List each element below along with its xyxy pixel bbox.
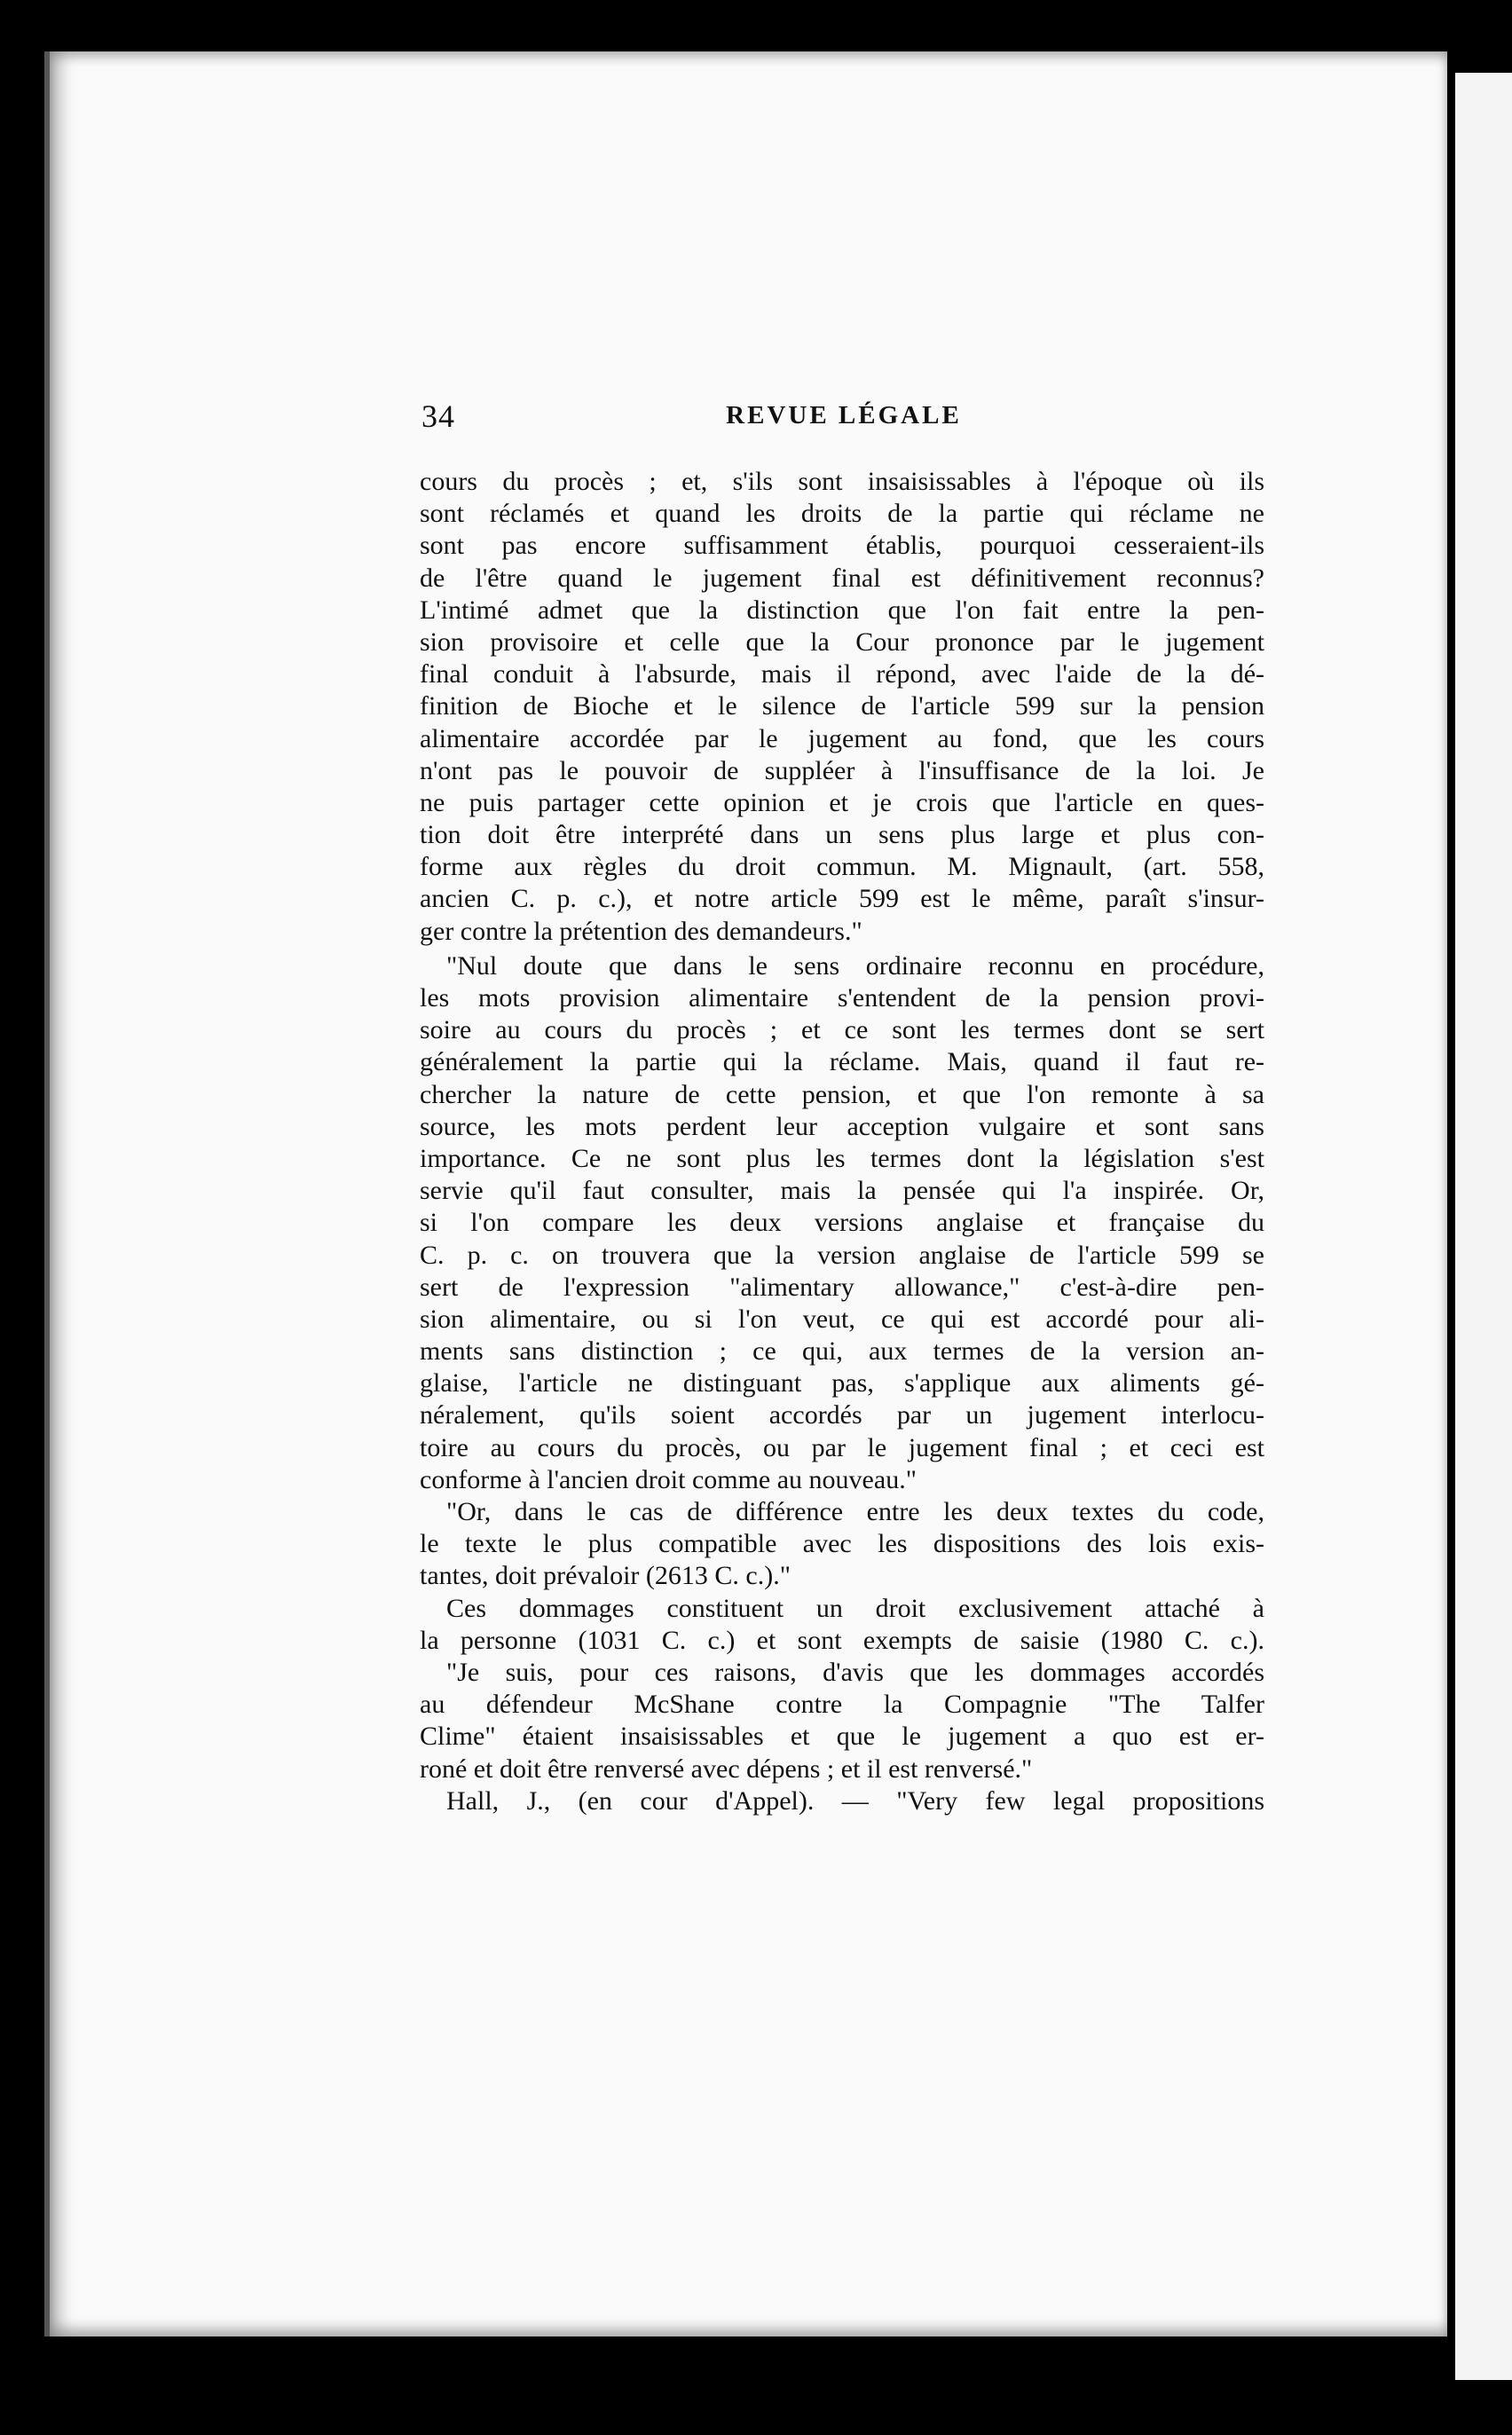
text-line: source, les mots perdent leur acception vulgaire et sont sans xyxy=(420,1111,1264,1141)
text-line: ger contre la prétention des demandeurs." xyxy=(420,916,862,946)
text-line: la personne (1031 C. c.) et sont exempts de saisie (1980 C. c.). xyxy=(420,1625,1264,1655)
text-line: ments sans distinction ; ce qui, aux termes de la version an- xyxy=(420,1336,1264,1367)
text-line: chercher la nature de cette pension, et que l'on remonte à sa xyxy=(420,1079,1264,1109)
body-text xyxy=(420,466,1264,1974)
text-line: "Or, dans le cas de différence entre les deux textes du code, xyxy=(446,1497,1264,1526)
text-line: final conduit à l'absurde, mais il répond, avec l'aide de la dé- xyxy=(420,659,1264,690)
text-line: C. p. c. on trouvera que la version anglaise de l'article 599 se xyxy=(420,1240,1264,1270)
text-line: ancien C. p. c.), et notre article 599 est le même, paraît s'insur- xyxy=(420,884,1264,914)
text-line: tantes, doit prévaloir (2613 C. c.)." xyxy=(420,1561,791,1591)
page-number: 34 xyxy=(421,398,455,434)
text-line: importance. Ce ne sont plus les termes dont la législation s'est xyxy=(420,1143,1264,1173)
text-line: tion doit être interprété dans un sens plus large et plus con- xyxy=(420,820,1264,850)
text-line: sion provisoire et celle que la Cour prononce par le jugement xyxy=(420,626,1264,657)
text-line: sont réclamés et quand les droits de la partie qui réclame ne xyxy=(420,499,1264,529)
text-line: finition de Bioche et le silence de l'article 599 sur la pension xyxy=(420,691,1264,721)
text-line: au défendeur McShane contre la Compagnie "The Talfer xyxy=(420,1690,1264,1720)
text-line: sert de l'expression "alimentary allowance," c'est-à-dire pen- xyxy=(420,1272,1264,1302)
text-line: roné et doit être renversé avec dépens ; et il est renversé." xyxy=(420,1753,1033,1784)
text-line: "Je suis, pour ces raisons, d'avis que les dommages accordés xyxy=(446,1657,1264,1687)
text-line: toire au cours du procès, ou par le jugement final ; et ceci est xyxy=(420,1432,1264,1462)
text-line: si l'on compare les deux versions anglaise et française du xyxy=(420,1208,1264,1238)
text-line: alimentaire accordée par le jugement au fond, que les cours xyxy=(420,723,1264,753)
text-line: soire au cours du procès ; et ce sont les termes dont se sert xyxy=(420,1015,1264,1045)
text-line: le texte le plus compatible avec les dispositions des lois exis- xyxy=(420,1529,1264,1559)
text-line: les mots provision alimentaire s'entendent de la pension provi- xyxy=(420,983,1264,1013)
text-line: servie qu'il faut consulter, mais la pensée qui l'a inspirée. Or, xyxy=(420,1176,1264,1206)
text-line: Clime" étaient insaisissables et que le jugement a quo est er- xyxy=(420,1722,1264,1752)
text-line: néralement, qu'ils soient accordés par un jugement interlocu- xyxy=(420,1400,1264,1430)
text-line: forme aux règles du droit commun. M. Mignault, (art. 558, xyxy=(420,852,1264,882)
text-line: "Nul doute que dans le sens ordinaire reconnu en procédure, xyxy=(446,950,1264,981)
text-line: cours du procès ; et, s'ils sont insaisissables à l'époque où ils xyxy=(420,467,1264,496)
adjacent-page-edge xyxy=(1455,73,1512,2380)
text-line: Hall, J., (en cour d'Appel). — "Very few legal propositions xyxy=(446,1785,1264,1816)
text-line: de l'être quand le jugement final est définitivement reconnus? xyxy=(420,563,1264,593)
text-line: ne puis partager cette opinion et je crois que l'article en ques- xyxy=(420,787,1264,817)
text-line: n'ont pas le pouvoir de suppléer à l'insuffisance de la loi. Je xyxy=(420,755,1264,785)
running-title: REVUE LÉGALE xyxy=(726,401,962,429)
text-line: conforme à l'ancien droit comme au nouveau." xyxy=(420,1464,917,1494)
text-line: sion alimentaire, ou si l'on veut, ce qui est accordé pour ali- xyxy=(420,1304,1264,1334)
text-line: sont pas encore suffisamment établis, pourquoi cesseraient-ils xyxy=(420,531,1264,561)
text-line: glaise, l'article ne distinguant pas, s'applique aux aliments gé- xyxy=(420,1368,1264,1399)
page-header xyxy=(421,398,1266,437)
text-line: généralement la partie qui la réclame. Mais, quand il faut re- xyxy=(420,1047,1264,1077)
text-line: Ces dommages constituent un droit exclusivement attaché à xyxy=(446,1593,1264,1623)
text-line: L'intimé admet que la distinction que l'on fait entre la pen- xyxy=(420,595,1264,625)
